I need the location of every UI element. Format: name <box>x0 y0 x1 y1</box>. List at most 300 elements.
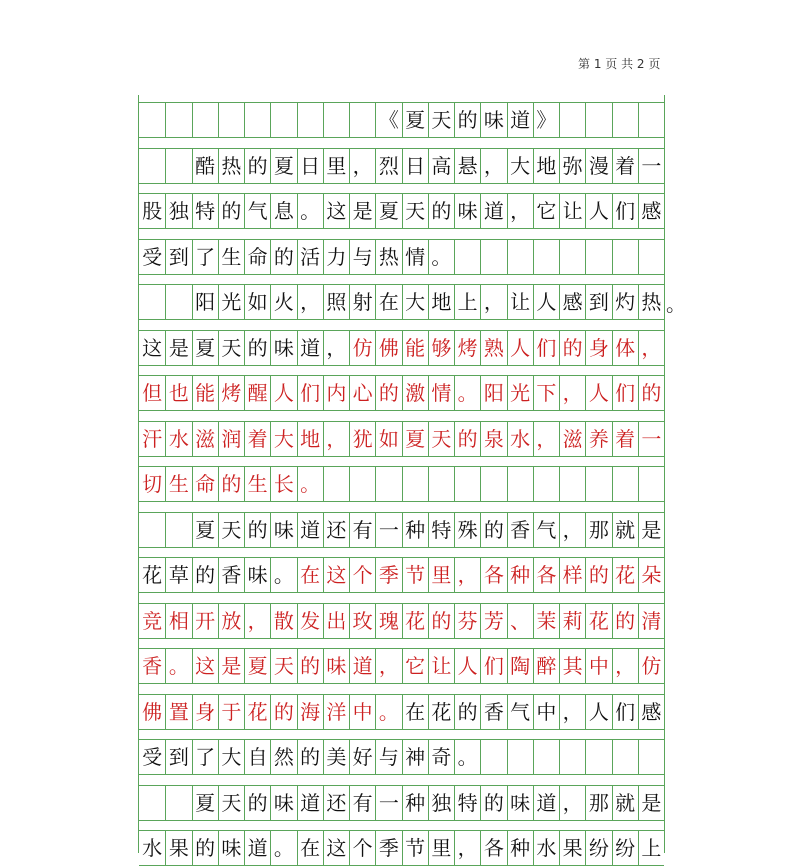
grid-cell: 夏 <box>192 512 218 548</box>
grid-cell: 汗 <box>139 421 165 457</box>
grid-cell: 道 <box>244 830 270 866</box>
grid-cell: 的 <box>270 694 296 730</box>
grid-cell: 味 <box>270 785 296 821</box>
grid-cell: 们 <box>297 375 323 411</box>
grid-cell <box>507 739 533 775</box>
grid-cell: 好 <box>349 739 375 775</box>
grid-cell <box>612 239 638 275</box>
grid-cell: 竞 <box>139 603 165 639</box>
grid-cell: 佛 <box>375 330 401 366</box>
grid-cell: 生 <box>244 466 270 502</box>
grid-cell: 放 <box>218 603 244 639</box>
grid-cell <box>638 102 664 138</box>
grid-cell <box>585 102 611 138</box>
grid-cell: 纷 <box>612 830 638 866</box>
grid-cell <box>165 284 191 320</box>
grid-cell: 发 <box>297 603 323 639</box>
grid-cell <box>559 739 585 775</box>
grid-cell <box>323 102 349 138</box>
grid-cell: 如 <box>375 421 401 457</box>
grid-cell: 这 <box>192 648 218 684</box>
grid-cell: 果 <box>165 830 191 866</box>
grid-cell: 内 <box>323 375 349 411</box>
grid-cell: 天 <box>270 648 296 684</box>
grid-cell: 阳 <box>480 375 506 411</box>
grid-cell: 这 <box>323 193 349 229</box>
grid-cell: 茉 <box>533 603 559 639</box>
grid-row <box>139 739 664 775</box>
grid-cell: ， <box>507 193 533 229</box>
grid-cell: 能 <box>402 330 428 366</box>
grid-cell: ， <box>244 603 270 639</box>
grid-cell: 道 <box>297 330 323 366</box>
grid-cell: 在 <box>297 830 323 866</box>
grid-cell: 养 <box>585 421 611 457</box>
grid-cell: 能 <box>192 375 218 411</box>
grid-cell: 。 <box>428 239 454 275</box>
grid-cell: 烤 <box>218 375 244 411</box>
grid-row <box>139 512 664 548</box>
grid-cell: 芬 <box>454 603 480 639</box>
grid-cell: 花 <box>244 694 270 730</box>
grid-cell <box>165 785 191 821</box>
grid-cell: 大 <box>507 148 533 184</box>
grid-cell: 天 <box>218 330 244 366</box>
grid-cell: 心 <box>349 375 375 411</box>
grid-cell: 漫 <box>585 148 611 184</box>
grid-cell: 人 <box>585 694 611 730</box>
grid-cell: 水 <box>533 830 559 866</box>
grid-cell: 感 <box>559 284 585 320</box>
grid-cell: 。 <box>270 557 296 593</box>
grid-cell: 热 <box>218 148 244 184</box>
grid-cell: 。 <box>297 193 323 229</box>
overflow-punctuation: 。 <box>666 291 686 316</box>
grid-cell <box>349 466 375 502</box>
grid-cell: 有 <box>349 785 375 821</box>
grid-cell <box>559 102 585 138</box>
grid-cell: 季 <box>375 557 401 593</box>
grid-cell: ， <box>612 648 638 684</box>
grid-cell <box>480 739 506 775</box>
grid-cell: ， <box>454 557 480 593</box>
grid-cell: 的 <box>218 466 244 502</box>
grid-cell: 各 <box>533 557 559 593</box>
grid-cell: 中 <box>585 648 611 684</box>
grid-cell: 夏 <box>244 648 270 684</box>
grid-cell: 命 <box>244 239 270 275</box>
grid-cell: 了 <box>192 739 218 775</box>
grid-cell: ， <box>454 830 480 866</box>
grid-cell: 这 <box>139 330 165 366</box>
grid-cell: 气 <box>533 512 559 548</box>
grid-row <box>139 330 664 366</box>
grid-cell: 香 <box>480 694 506 730</box>
grid-cell: 海 <box>297 694 323 730</box>
grid-cell: ， <box>480 284 506 320</box>
grid-cell: ， <box>480 148 506 184</box>
grid-cell <box>559 239 585 275</box>
grid-cell: 那 <box>585 512 611 548</box>
grid-cell: 的 <box>297 648 323 684</box>
grid-cell: 在 <box>402 694 428 730</box>
grid-row <box>139 102 664 138</box>
grid-cell: 它 <box>402 648 428 684</box>
grid-cell: 生 <box>165 466 191 502</box>
grid-cell: 活 <box>297 239 323 275</box>
grid-cell: 香 <box>139 648 165 684</box>
grid-cell: 受 <box>139 239 165 275</box>
grid-cell: 夏 <box>375 193 401 229</box>
grid-cell: 夏 <box>270 148 296 184</box>
grid-cell: 地 <box>533 148 559 184</box>
grid-cell: 独 <box>428 785 454 821</box>
grid-row <box>139 239 664 275</box>
grid-cell: 体 <box>612 330 638 366</box>
grid-cell: 们 <box>612 375 638 411</box>
grid-cell <box>533 739 559 775</box>
grid-cell: 夏 <box>402 421 428 457</box>
grid-cell: 味 <box>270 512 296 548</box>
grid-cell: 天 <box>428 421 454 457</box>
grid-cell: 。 <box>297 466 323 502</box>
grid-cell: 的 <box>297 739 323 775</box>
grid-cell: 的 <box>638 375 664 411</box>
grid-cell: 味 <box>454 193 480 229</box>
grid-cell: 的 <box>192 830 218 866</box>
grid-row <box>139 648 664 684</box>
grid-cell: 散 <box>270 603 296 639</box>
grid-cell: 个 <box>349 557 375 593</box>
grid-cell: 奇 <box>428 739 454 775</box>
grid-cell: 悬 <box>454 148 480 184</box>
grid-cell: 里 <box>428 557 454 593</box>
grid-cell <box>533 239 559 275</box>
grid-cell: 酷 <box>192 148 218 184</box>
grid-cell: 。 <box>165 648 191 684</box>
grid-cell: 夏 <box>192 785 218 821</box>
grid-cell: 弥 <box>559 148 585 184</box>
grid-cell: 就 <box>612 512 638 548</box>
grid-cell <box>612 102 638 138</box>
grid-cell: 玫 <box>349 603 375 639</box>
grid-cell: 滋 <box>559 421 585 457</box>
grid-cell <box>638 739 664 775</box>
grid-cell: 熟 <box>480 330 506 366</box>
grid-cell: 果 <box>559 830 585 866</box>
grid-cell: 人 <box>585 375 611 411</box>
grid-cell <box>402 466 428 502</box>
grid-cell <box>165 102 191 138</box>
grid-cell: 瑰 <box>375 603 401 639</box>
grid-cell: 上 <box>454 284 480 320</box>
grid-cell: 香 <box>218 557 244 593</box>
grid-cell: 情 <box>402 239 428 275</box>
grid-cell: 是 <box>165 330 191 366</box>
grid-row <box>139 421 664 457</box>
grid-cell: 草 <box>165 557 191 593</box>
grid-cell: 节 <box>402 557 428 593</box>
grid-cell <box>454 466 480 502</box>
grid-cell: 也 <box>165 375 191 411</box>
grid-cell: 。 <box>270 830 296 866</box>
grid-row <box>139 603 664 639</box>
grid-cell: 地 <box>297 421 323 457</box>
grid-cell: 让 <box>559 193 585 229</box>
grid-cell: 了 <box>192 239 218 275</box>
grid-cell: 中 <box>533 694 559 730</box>
grid-cell: 的 <box>454 694 480 730</box>
grid-cell: 样 <box>559 557 585 593</box>
grid-cell: 道 <box>480 193 506 229</box>
grid-cell: 道 <box>297 785 323 821</box>
grid-cell: 与 <box>349 239 375 275</box>
grid-cell: 仿 <box>349 330 375 366</box>
grid-cell: 醉 <box>533 648 559 684</box>
grid-cell: 里 <box>428 830 454 866</box>
grid-cell: 一 <box>638 148 664 184</box>
grid-cell: ， <box>559 785 585 821</box>
grid-row <box>139 694 664 730</box>
grid-cell: 与 <box>375 739 401 775</box>
grid-cell: 夏 <box>402 102 428 138</box>
grid-cell: 天 <box>218 512 244 548</box>
page-number: 第 1 页 共 2 页 <box>578 57 661 71</box>
grid-cell <box>638 466 664 502</box>
grid-cell: 。 <box>454 739 480 775</box>
grid-cell: 们 <box>612 694 638 730</box>
grid-cell: 道 <box>349 648 375 684</box>
grid-cell: 的 <box>454 102 480 138</box>
grid-cell: 的 <box>270 239 296 275</box>
grid-cell: 那 <box>585 785 611 821</box>
grid-cell: 到 <box>585 284 611 320</box>
grid-cell: 热 <box>375 239 401 275</box>
grid-cell: 照 <box>323 284 349 320</box>
grid-cell: 身 <box>585 330 611 366</box>
grid-cell: 节 <box>402 830 428 866</box>
grid-cell <box>375 466 401 502</box>
grid-cell <box>297 102 323 138</box>
grid-cell: ， <box>375 648 401 684</box>
grid-cell: 它 <box>533 193 559 229</box>
grid-cell: 一 <box>375 512 401 548</box>
grid-cell: 情 <box>428 375 454 411</box>
grid-cell: 大 <box>402 284 428 320</box>
grid-cell: 日 <box>402 148 428 184</box>
grid-cell: 陶 <box>507 648 533 684</box>
grid-cell <box>323 466 349 502</box>
grid-cell: 长 <box>270 466 296 502</box>
grid-cell: 人 <box>454 648 480 684</box>
grid-cell: 种 <box>402 512 428 548</box>
grid-cell: 是 <box>638 785 664 821</box>
grid-cell: 花 <box>139 557 165 593</box>
grid-cell <box>612 739 638 775</box>
grid-cell: 有 <box>349 512 375 548</box>
grid-cell <box>270 102 296 138</box>
grid-cell: 们 <box>612 193 638 229</box>
grid-cell: 》 <box>533 102 559 138</box>
grid-cell: 到 <box>165 739 191 775</box>
grid-cell: 着 <box>244 421 270 457</box>
grid-cell: 味 <box>507 785 533 821</box>
grid-cell: 味 <box>480 102 506 138</box>
grid-cell: ， <box>559 694 585 730</box>
grid-cell <box>139 785 165 821</box>
grid-cell: 花 <box>612 557 638 593</box>
grid-cell <box>533 466 559 502</box>
grid-cell: 还 <box>323 512 349 548</box>
grid-cell: 受 <box>139 739 165 775</box>
grid-cell: 自 <box>244 739 270 775</box>
grid-cell: 佛 <box>139 694 165 730</box>
grid-cell: 着 <box>612 421 638 457</box>
grid-cell: 们 <box>533 330 559 366</box>
grid-cell: 命 <box>192 466 218 502</box>
grid-cell: 滋 <box>192 421 218 457</box>
grid-cell <box>612 466 638 502</box>
grid-cell: 下 <box>533 375 559 411</box>
grid-cell: 气 <box>244 193 270 229</box>
grid-cell: 神 <box>402 739 428 775</box>
grid-cell: 芳 <box>480 603 506 639</box>
grid-cell: 切 <box>139 466 165 502</box>
grid-cell: 《 <box>375 102 401 138</box>
grid-cell: 洋 <box>323 694 349 730</box>
grid-cell: 种 <box>507 557 533 593</box>
grid-cell: 股 <box>139 193 165 229</box>
grid-cell: 够 <box>428 330 454 366</box>
grid-cell: 是 <box>218 648 244 684</box>
grid-cell: 特 <box>454 785 480 821</box>
grid-cell: 季 <box>375 830 401 866</box>
grid-cell: 开 <box>192 603 218 639</box>
grid-cell: 在 <box>297 557 323 593</box>
grid-cell: ， <box>323 330 349 366</box>
grid-cell: 日 <box>297 148 323 184</box>
grid-cell: 着 <box>612 148 638 184</box>
grid-cell <box>585 739 611 775</box>
grid-cell: 道 <box>297 512 323 548</box>
grid-cell <box>349 102 375 138</box>
grid-cell: 中 <box>349 694 375 730</box>
grid-cell: 的 <box>428 603 454 639</box>
grid-cell: 水 <box>139 830 165 866</box>
grid-cell: ， <box>323 421 349 457</box>
grid-cell <box>480 466 506 502</box>
grid-cell <box>507 239 533 275</box>
grid-cell: 火 <box>270 284 296 320</box>
grid-cell: 的 <box>244 785 270 821</box>
grid-cell: 其 <box>559 648 585 684</box>
grid-cell: 的 <box>480 512 506 548</box>
grid-cell <box>585 239 611 275</box>
grid-cell: 天 <box>218 785 244 821</box>
grid-cell: 激 <box>402 375 428 411</box>
grid-cell: 道 <box>533 785 559 821</box>
grid-cell <box>454 239 480 275</box>
grid-cell: 水 <box>165 421 191 457</box>
grid-cell: 特 <box>428 512 454 548</box>
grid-cell: 味 <box>218 830 244 866</box>
grid-cell: 独 <box>165 193 191 229</box>
grid-cell: 气 <box>507 694 533 730</box>
grid-cell: 烤 <box>454 330 480 366</box>
grid-row <box>139 557 664 593</box>
grid-cell: 各 <box>480 830 506 866</box>
grid-cell: 犹 <box>349 421 375 457</box>
grid-row <box>139 148 664 184</box>
grid-cell: 美 <box>323 739 349 775</box>
grid-cell <box>559 466 585 502</box>
grid-cell: 光 <box>218 284 244 320</box>
grid-cell <box>585 466 611 502</box>
grid-cell: 花 <box>402 603 428 639</box>
grid-cell <box>139 148 165 184</box>
grid-cell: 大 <box>270 421 296 457</box>
grid-cell: 的 <box>244 330 270 366</box>
grid-cell: 天 <box>428 102 454 138</box>
grid-cell: 到 <box>165 239 191 275</box>
grid-cell: 置 <box>165 694 191 730</box>
grid-cell: 醒 <box>244 375 270 411</box>
grid-cell: ， <box>533 421 559 457</box>
grid-cell: 的 <box>480 785 506 821</box>
grid-cell: ， <box>349 148 375 184</box>
grid-cell: 的 <box>559 330 585 366</box>
grid-row <box>139 830 664 866</box>
grid-cell: 种 <box>507 830 533 866</box>
grid-cell: 香 <box>507 512 533 548</box>
grid-cell: 烈 <box>375 148 401 184</box>
grid-cell: 地 <box>428 284 454 320</box>
grid-cell: 息 <box>270 193 296 229</box>
grid-cell: 的 <box>244 148 270 184</box>
grid-cell: 、 <box>507 603 533 639</box>
grid-cell: 但 <box>139 375 165 411</box>
grid-cell: 仿 <box>638 648 664 684</box>
grid-cell: 种 <box>402 785 428 821</box>
grid-cell: 感 <box>638 193 664 229</box>
grid-cell: 相 <box>165 603 191 639</box>
grid-cell: 人 <box>585 193 611 229</box>
grid-cell: 泉 <box>480 421 506 457</box>
grid-cell: 的 <box>192 557 218 593</box>
grid-row <box>139 466 664 502</box>
grid-cell: 的 <box>218 193 244 229</box>
grid-cell: 人 <box>533 284 559 320</box>
grid-cell: 高 <box>428 148 454 184</box>
grid-cell: 花 <box>585 603 611 639</box>
grid-cell: 这 <box>323 830 349 866</box>
grid-cell <box>244 102 270 138</box>
grid-cell: 如 <box>244 284 270 320</box>
grid-cell: 于 <box>218 694 244 730</box>
grid-cell: 们 <box>480 648 506 684</box>
grid-cell <box>165 148 191 184</box>
grid-cell: ， <box>297 284 323 320</box>
grid-cell: 让 <box>507 284 533 320</box>
grid-cell: 热 <box>638 284 664 320</box>
grid-cell: 出 <box>323 603 349 639</box>
grid-cell: 各 <box>480 557 506 593</box>
grid-cell: 就 <box>612 785 638 821</box>
grid-cell: 水 <box>507 421 533 457</box>
grid-row <box>139 284 686 320</box>
grid-cell: 生 <box>218 239 244 275</box>
grid-cell: ， <box>638 330 664 366</box>
